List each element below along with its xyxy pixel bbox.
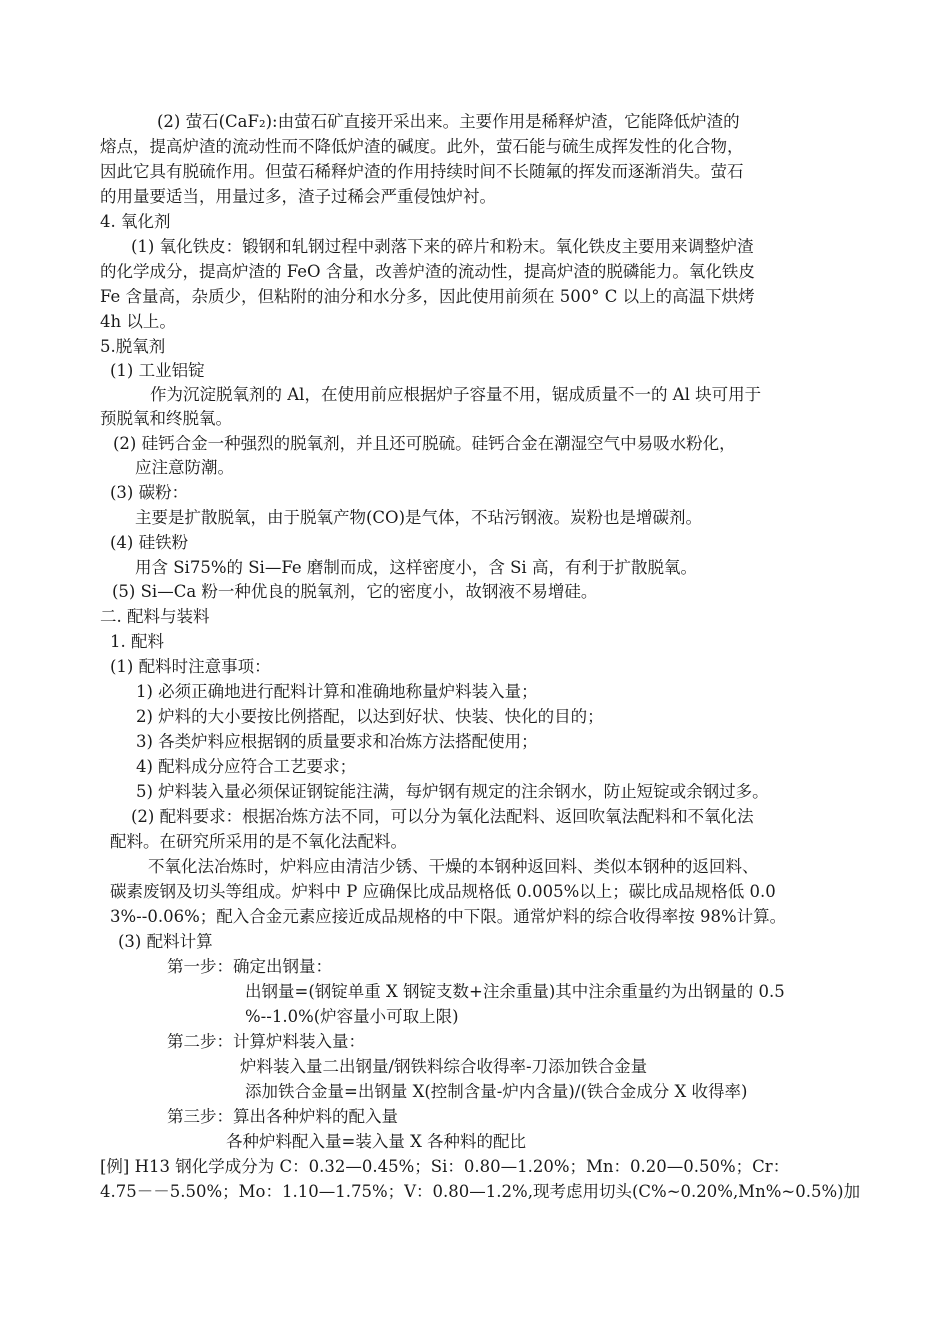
- text-line: (3) 碳粉：: [110, 483, 189, 502]
- list-item: 5) 炉料装入量必须保证钢锭能注满，每炉钢有规定的注余钢水，防止短锭或余钢过多。: [136, 782, 769, 801]
- formula-line: 添加铁合金量=出钢量 X(控制含量-炉内含量)/(铁合金成分 X 收得率): [245, 1082, 748, 1101]
- text-line: (4) 硅铁粉: [110, 533, 189, 552]
- list-item: 1) 必须正确地进行配料计算和准确地称量炉料装入量；: [136, 682, 538, 701]
- text-line: 第一步：确定出钢量：: [167, 957, 332, 976]
- text-line: 第三步：算出各种炉料的配入量: [167, 1107, 398, 1126]
- formula-line: 各种炉料配入量=装入量 X 各种料的配比: [226, 1132, 527, 1151]
- text-line: (2) 萤石(CaF₂):由萤石矿直接开采出来。主要作用是稀释炉渣，它能降低炉渣的: [157, 112, 740, 131]
- section-heading: 5.脱氧剂: [100, 337, 166, 356]
- text-line: 应注意防潮。: [135, 458, 234, 477]
- text-line: [例] H13 钢化学成分为 C：0.32—0.45%；Si：0.80—1.20%；Mn：0.20—0.50%；Cr：: [100, 1157, 790, 1176]
- text-line: 不氧化法冶炼时，炉料应由清洁少锈、干燥的本钢种返回料、类似本钢种的返回料、: [148, 857, 759, 876]
- section-heading: 二. 配料与装料: [100, 607, 210, 626]
- text-line: 第二步：计算炉料装入量：: [167, 1032, 365, 1051]
- text-line: 4h 以上。: [100, 312, 176, 331]
- subsection-heading: 1. 配料: [110, 632, 164, 651]
- list-item: 4) 配料成分应符合工艺要求；: [136, 757, 357, 776]
- text-line: 预脱氧和终脱氧。: [100, 409, 232, 428]
- text-line: 配料。在研究所采用的是不氧化法配料。: [110, 832, 407, 851]
- text-line: (1) 工业铝锭: [110, 361, 205, 380]
- text-line: (2) 配料要求：根据冶炼方法不同，可以分为氧化法配料、返回吹氧法配料和不氧化法: [131, 807, 754, 826]
- formula-line: %--1.0%(炉容量小可取上限): [245, 1007, 459, 1026]
- text-line: Fe 含量高，杂质少，但粘附的油分和水分多，因此使用前须在 500° C 以上的高温下烘烤: [100, 287, 755, 306]
- text-line: 主要是扩散脱氧，由于脱氧产物(CO)是气体，不玷污钢液。炭粉也是增碳剂。: [135, 508, 703, 527]
- formula-line: 炉料装入量二出钢量/钢铁料综合收得率-刀添加铁合金量: [240, 1057, 648, 1076]
- section-heading: 4. 氧化剂: [100, 212, 171, 231]
- text-line: (2) 硅钙合金一种强烈的脱氧剂，并且还可脱硫。硅钙合金在潮湿空气中易吸水粉化，: [113, 434, 736, 453]
- text-line: 4.75－－5.50%；Mo：1.10—1.75%；V：0.80—1.2%,现考虑用切头(C%~0.20%,Mn%~0.5%)加: [100, 1182, 861, 1201]
- text-line: 熔点，提高炉渣的流动性而不降低炉渣的碱度。此外，萤石能与硫生成挥发性的化合物，: [100, 137, 744, 156]
- text-line: (1) 氧化铁皮：锻钢和轧钢过程中剥落下来的碎片和粉末。氧化铁皮主要用来调整炉渣: [131, 237, 754, 256]
- text-line: (1) 配料时注意事项：: [110, 657, 271, 676]
- list-item: 3) 各类炉料应根据钢的质量要求和冶炼方法搭配使用；: [136, 732, 538, 751]
- text-line: 碳素废钢及切头等组成。炉料中 P 应确保比成品规格低 0.005%以上；碳比成品规格低 0.0: [110, 882, 776, 901]
- text-line: 作为沉淀脱氧剂的 Al，在使用前应根据炉子容量不用，锯成质量不一的 Al 块可用于: [150, 385, 762, 404]
- text-line: 3%--0.06%；配入合金元素应接近成品规格的中下限。通常炉料的综合收得率按 98%计算。: [110, 907, 787, 926]
- text-line: (5) Si—Ca 粉一种优良的脱氧剂，它的密度小，故钢液不易增硅。: [112, 582, 598, 601]
- text-line: 的化学成分，提高炉渣的 FeO 含量，改善炉渣的流动性，提高炉渣的脱磷能力。氧化铁皮: [100, 262, 755, 281]
- formula-line: 出钢量=(钢锭单重 X 钢锭支数+注余重量)其中注余重量约为出钢量的 0.5: [245, 982, 785, 1001]
- text-line: 的用量要适当，用量过多，渣子过稀会严重侵蚀炉衬。: [100, 187, 496, 206]
- text-line: (3) 配料计算: [118, 932, 213, 951]
- list-item: 2) 炉料的大小要按比例搭配，以达到好状、快装、快化的目的；: [136, 707, 604, 726]
- text-line: 用含 Si75%的 Si—Fe 磨制而成，这样密度小，含 Si 高，有利于扩散脱氧。: [135, 558, 697, 577]
- text-line: 因此它具有脱硫作用。但萤石稀释炉渣的作用持续时间不长随氟的挥发而逐渐消失。萤石: [100, 162, 744, 181]
